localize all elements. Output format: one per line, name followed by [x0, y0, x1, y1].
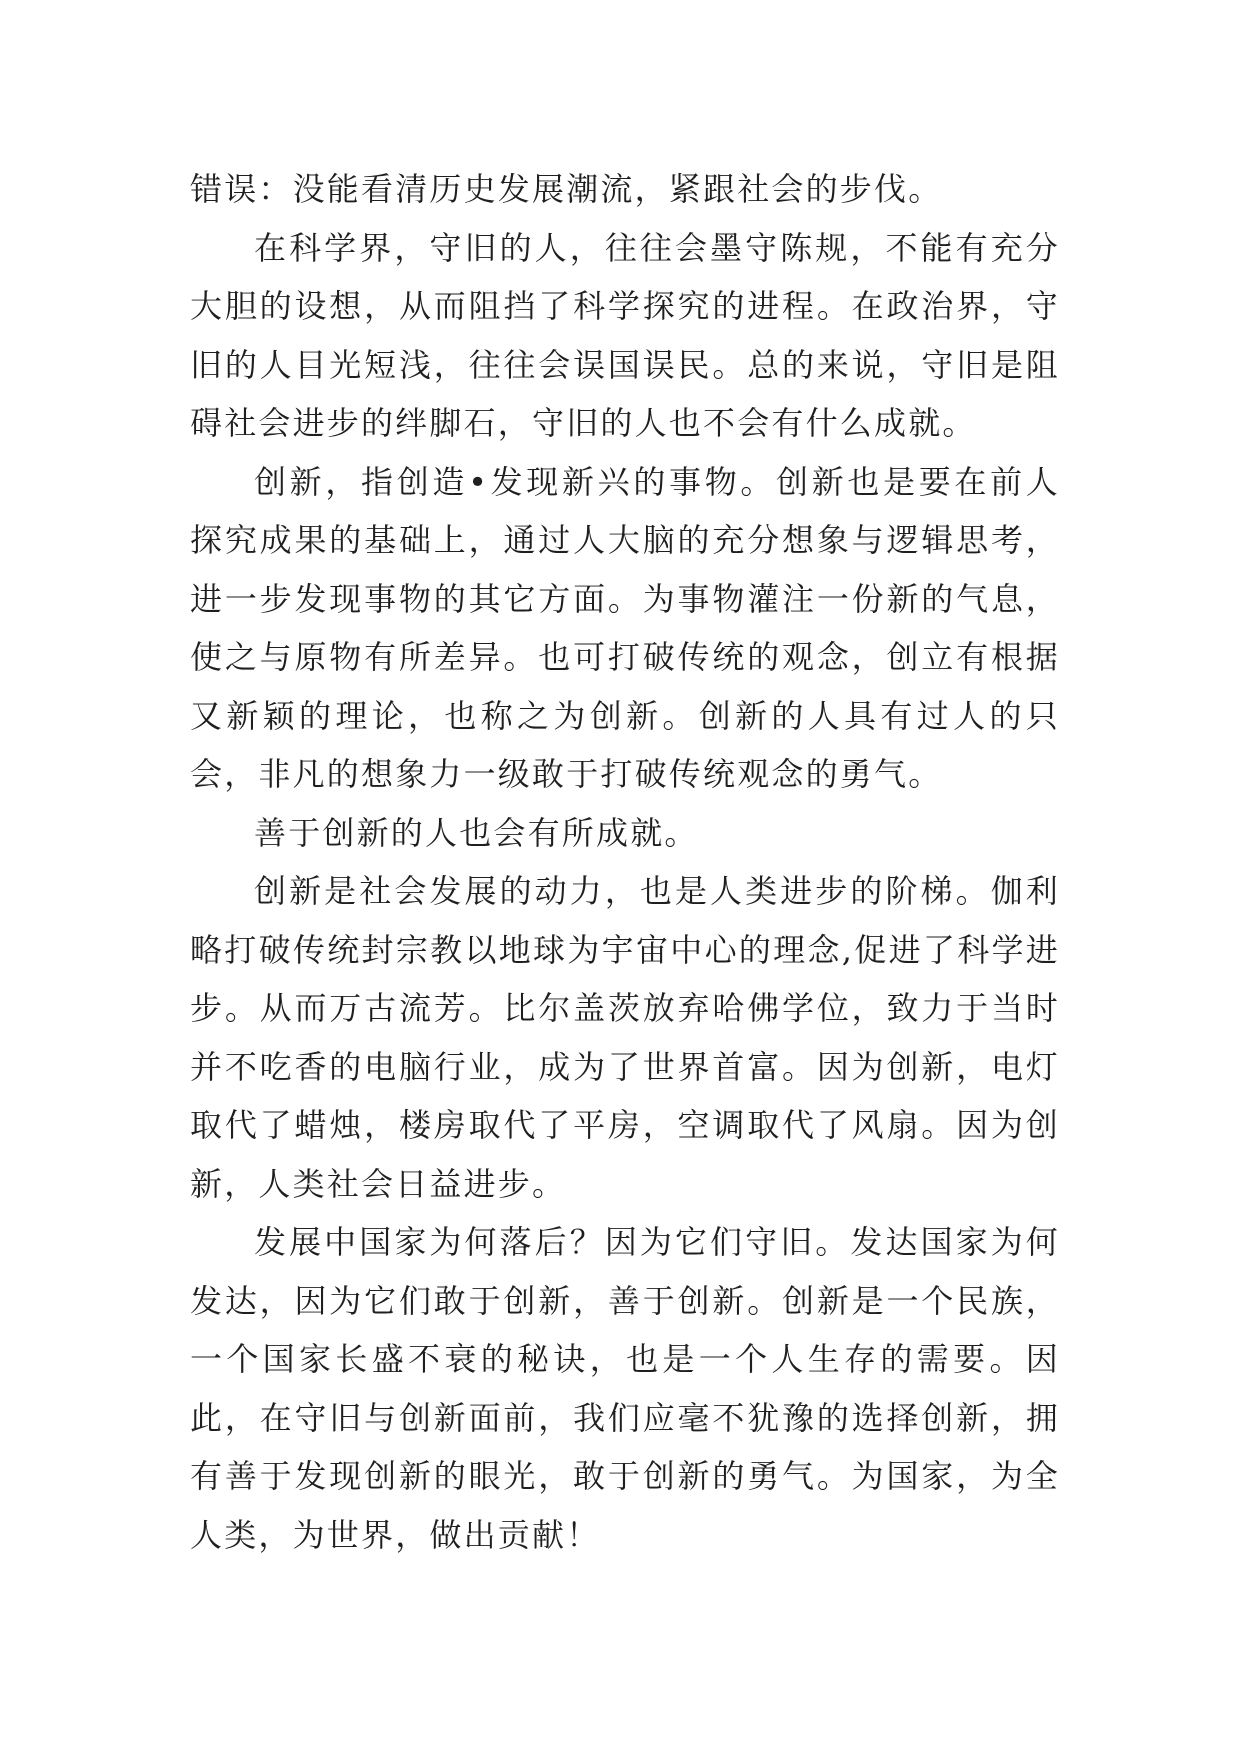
paragraph-conservatism: 在科学界，守旧的人，往往会墨守陈规，不能有充分大胆的设想，从而阻挡了科学探究的进程。在政治界，守旧的人目光短浅，往往会误国误民。总的来说，守旧是阻碍社会进步的绊脚石，守旧的人也不会有什么成就。 [190, 228, 1060, 442]
paragraph-continuation: 错误：没能看清历史发展潮流，紧跟社会的步伐。 [190, 170, 943, 208]
paragraph-innovation-definition: 创新，指创造•发现新兴的事物。创新也是要在前人探究成果的基础上，通过人大脑的充分想象与逻辑思考，进一步发现事物的其它方面。为事物灌注一份新的气息，使之与原物有所差异。也可打破传统的观念，创立有根据又新颖的理论，也称之为创新。创新的人具有过人的只会，非凡的想象力一级敢于打破传统观念的勇气。 [190, 462, 1060, 793]
document-body [190, 160, 1060, 1564]
paragraph-conclusion: 发展中国家为何落后？因为它们守旧。发达国家为何发达，因为它们敢于创新，善于创新。创新是一个民族，一个国家长盛不衰的秘诀，也是一个人生存的需要。因此，在守旧与创新面前，我们应毫不犹豫的选择创新，拥有善于发现创新的眼光，敢于创新的勇气。为国家，为全人类，为世界，做出贡献！ [190, 1223, 1060, 1554]
paragraph-innovation-achievement: 善于创新的人也会有所成就。 [254, 813, 699, 852]
paragraph-innovation-examples: 创新是社会发展的动力，也是人类进步的阶梯。伽利略打破传统封宗教以地球为宇宙中心的理念,促进了科学进步。从而万古流芳。比尔盖茨放弃哈佛学位，致力于当时并不吃香的电脑行业，成为了世界首富。因为创新，电灯取代了蜡烛，楼房取代了平房，空调取代了风扇。因为创新，人类社会日益进步。 [190, 872, 1060, 1203]
